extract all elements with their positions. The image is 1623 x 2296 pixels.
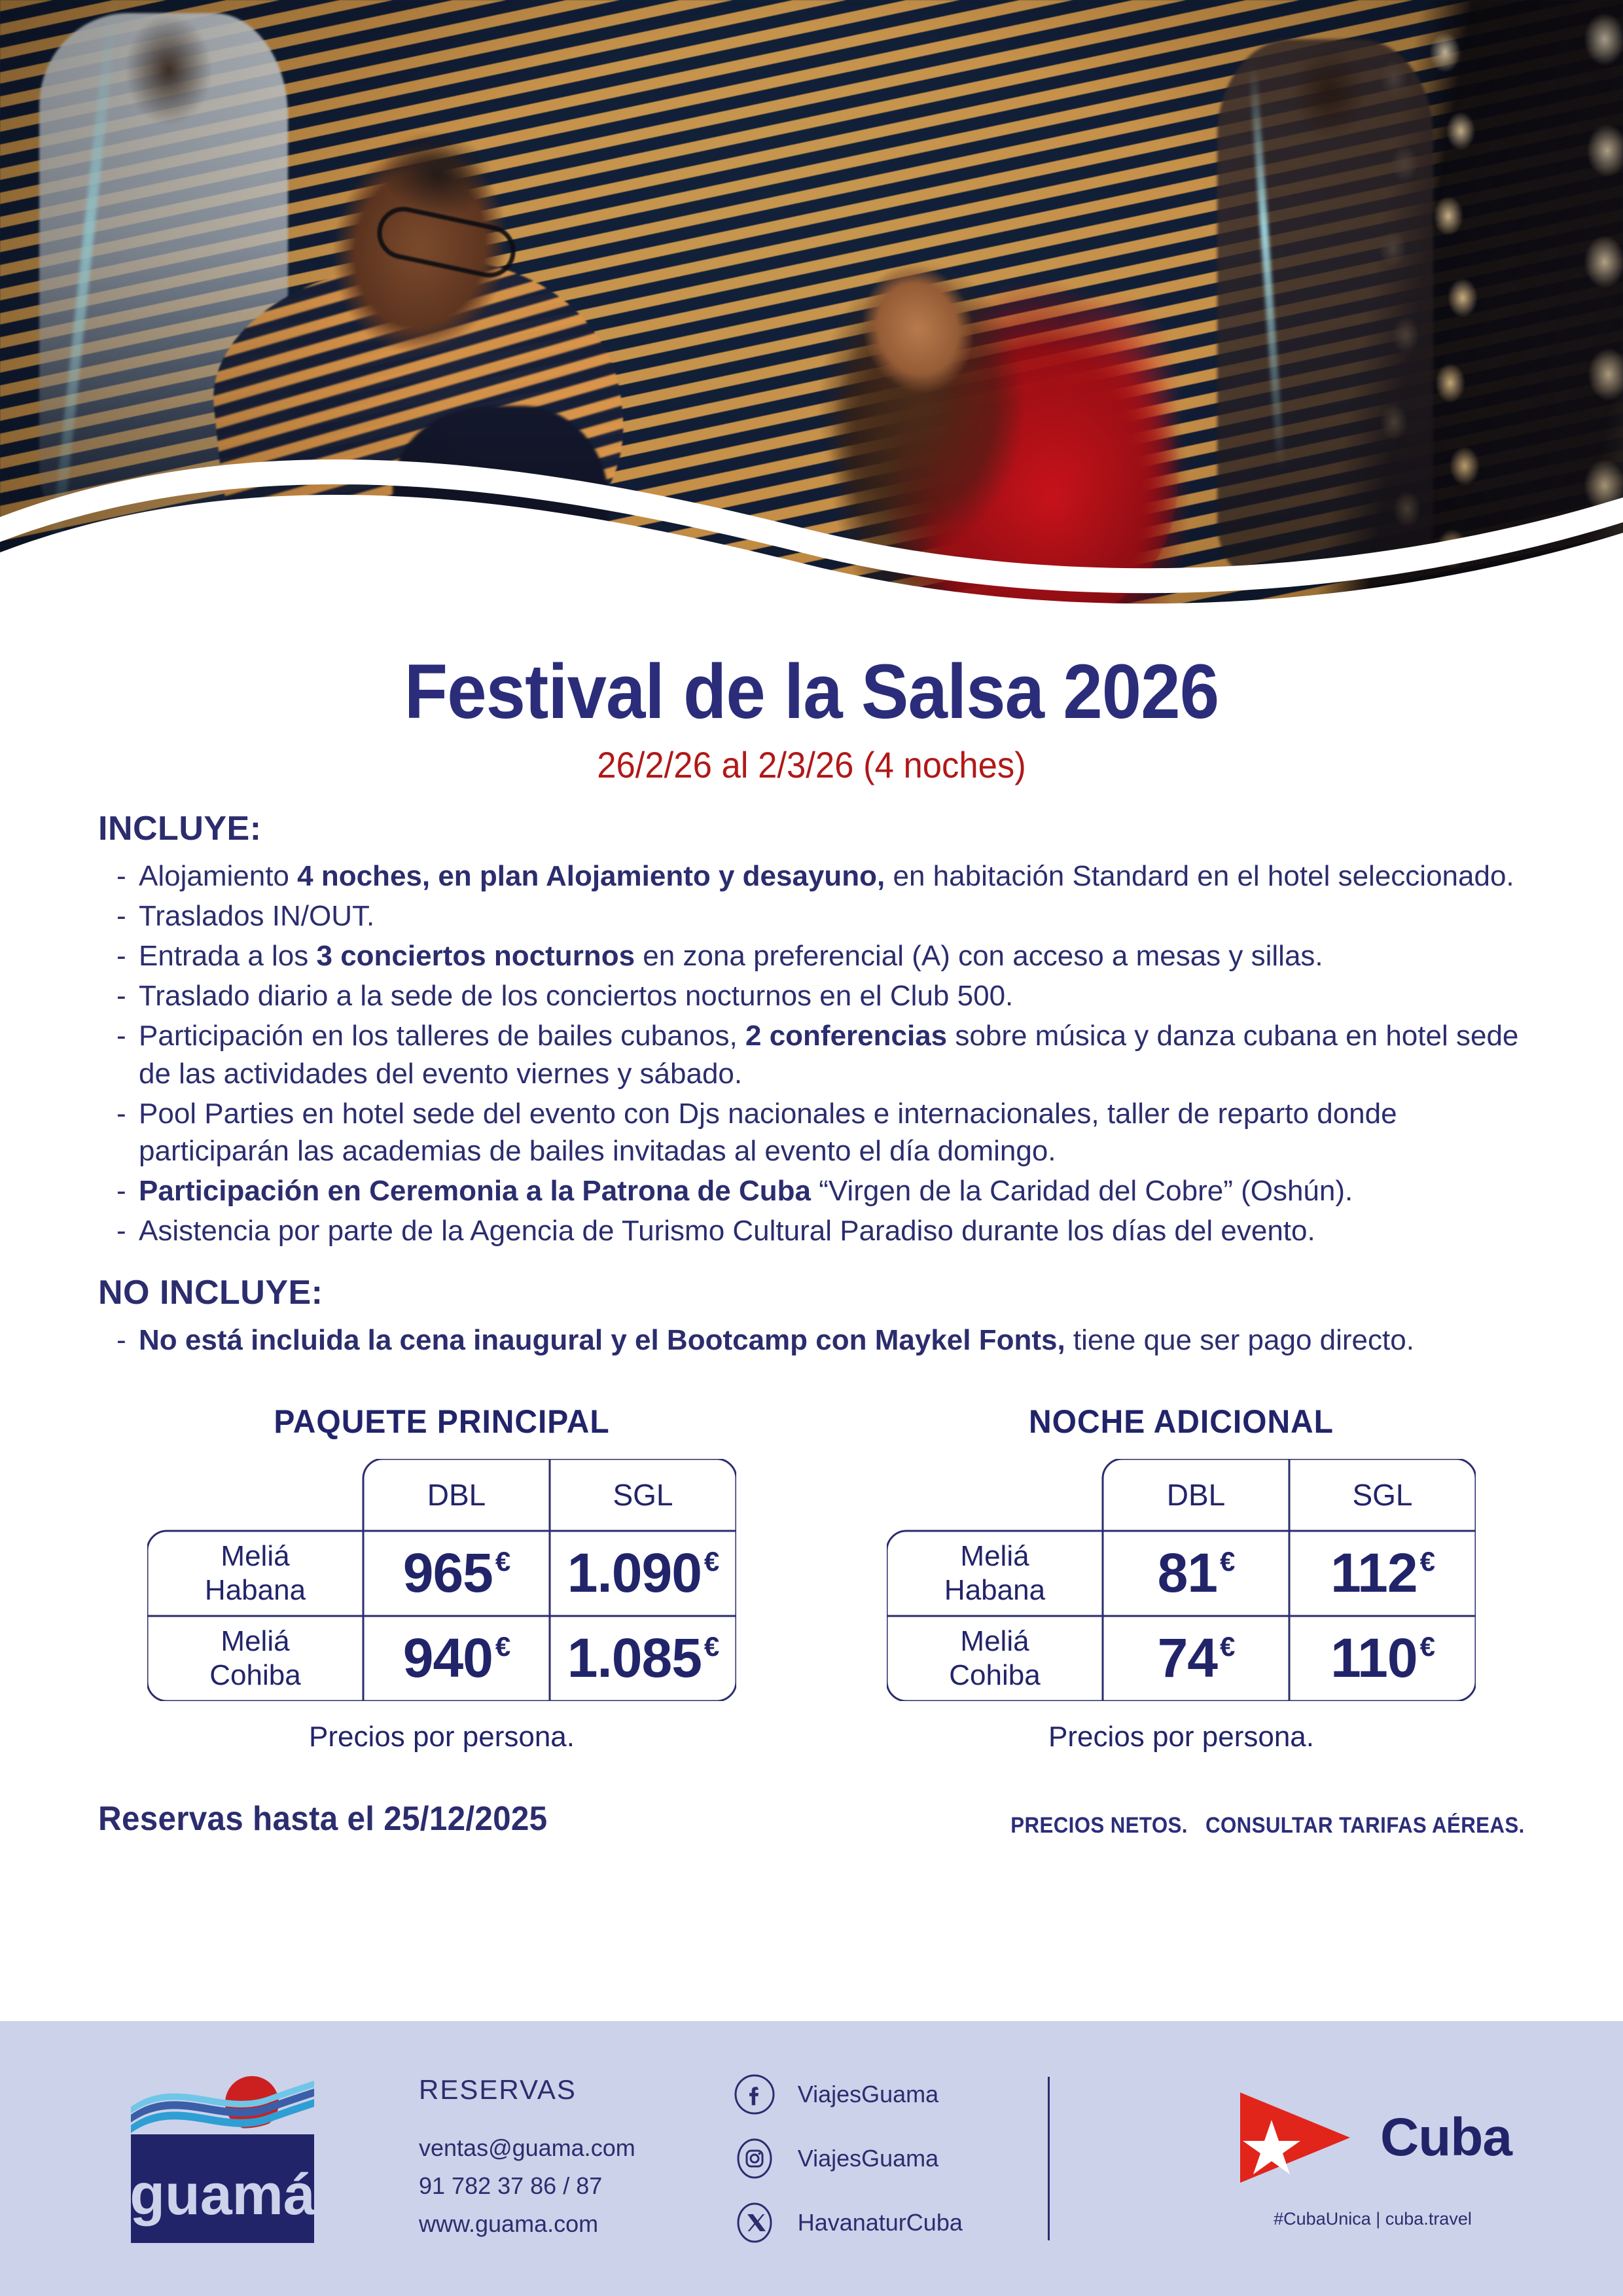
plain-text: en zona preferencial (A) con acceso a mesas y sillas.: [635, 939, 1323, 972]
plain-text: sobre música y danza cubana en hotel sede de las actividades del evento viernes y sábado.: [139, 1020, 1519, 1090]
plain-text: Traslados IN/OUT.: [139, 899, 375, 932]
wave-divider: [0, 454, 1623, 622]
list-item: [98, 1321, 1525, 1359]
cuba-flag-icon: [1234, 2089, 1364, 2187]
page-footer: [0, 2021, 1623, 2296]
price-amount: 1.090: [567, 1542, 702, 1604]
cuba-tagline: #CubaUnica | cuba.travel: [1274, 2208, 1472, 2229]
list-item-text: [139, 1172, 1525, 1210]
price-amount: 81: [1157, 1542, 1218, 1604]
plain-text: Alojamiento: [139, 859, 298, 892]
list-item-text: [139, 1321, 1525, 1359]
content-sheet: [0, 649, 1623, 1839]
price-amount: 74: [1157, 1627, 1218, 1689]
bullet-marker: -: [116, 1215, 126, 1247]
hotel-name-line: Meliá: [221, 1624, 290, 1657]
price-cell: [1103, 1616, 1289, 1701]
plain-text: Asistencia por parte de la Agencia de Turismo Cultural Paradiso durante los días del evento.: [139, 1215, 1315, 1247]
list-item-text: [139, 1212, 1525, 1249]
guama-logo-svg: [131, 2074, 314, 2243]
list-item-text: [139, 937, 1525, 975]
excludes-list: [98, 1321, 1525, 1359]
hotel-name-line: Meliá: [960, 1539, 1029, 1572]
price-table-block: [147, 1403, 736, 1753]
price-cell: [550, 1531, 736, 1616]
includes-list: [98, 857, 1525, 1250]
event-dates: 26/2/26 al 2/3/26 (4 noches): [597, 744, 1026, 785]
hotel-name-line: Cohiba: [949, 1659, 1041, 1691]
list-item: [98, 1172, 1525, 1210]
currency-symbol: €: [704, 1630, 719, 1662]
cuba-logo: [1234, 2089, 1512, 2187]
instagram-icon[interactable]: [734, 2138, 776, 2179]
hotel-name-line: Habana: [204, 1573, 306, 1606]
plain-text: en habitación Standard en el hotel seleccionado.: [885, 859, 1514, 892]
column-header: SGL: [1352, 1477, 1413, 1512]
price-cell: [1289, 1531, 1476, 1616]
plain-text: Entrada a los: [139, 939, 317, 972]
row-header-hotel: [887, 1616, 1103, 1701]
price-cell: [550, 1616, 736, 1701]
social-link[interactable]: [734, 2138, 963, 2179]
column-header: DBL: [1166, 1477, 1226, 1512]
facebook-icon[interactable]: [734, 2073, 776, 2115]
excludes-heading: NO INCLUYE:: [98, 1274, 323, 1312]
social-handle: ViajesGuama: [797, 2081, 939, 2108]
price-amount: 1.085: [567, 1627, 702, 1689]
plain-text: Pool Parties en hotel sede del evento con Djs nacionales e internacionales, taller de reparto donde participarán las academias de bailes invitadas al evento el día domingo.: [139, 1097, 1397, 1167]
price-amount: 940: [402, 1627, 493, 1689]
contact-website[interactable]: www.guama.com: [419, 2210, 599, 2238]
price-tables: [0, 1403, 1623, 1753]
price-amount: 965: [402, 1542, 493, 1604]
currency-symbol: €: [1419, 1630, 1435, 1662]
social-link[interactable]: [734, 2073, 963, 2115]
currency-symbol: €: [704, 1545, 719, 1577]
plain-text: tiene que ser pago directo.: [1065, 1324, 1414, 1357]
emphasis-text: 3 conciertos nocturnos: [316, 939, 635, 972]
plain-text: Participación en los talleres de bailes cubanos,: [139, 1020, 745, 1052]
column-header: SGL: [613, 1477, 673, 1512]
booking-row: [98, 1799, 1525, 1839]
cuba-brand: [1234, 2089, 1512, 2229]
guama-logo-word: guamá: [131, 2162, 314, 2227]
contact-phone[interactable]: 91 782 37 86 / 87: [419, 2172, 603, 2199]
emphasis-text: No está incluida la cena inaugural y el Bootcamp con Maykel Fonts,: [139, 1324, 1065, 1357]
price-cell: [363, 1616, 550, 1701]
bullet-marker: -: [116, 899, 126, 932]
price-cell: [1103, 1531, 1289, 1616]
row-header-hotel: [147, 1531, 363, 1616]
list-item-text: [139, 857, 1525, 895]
hotel-name-line: Meliá: [960, 1624, 1029, 1657]
list-item-text: [139, 897, 1525, 935]
booking-deadline: Reservas hasta el 25/12/2025: [98, 1799, 548, 1838]
column-header: DBL: [427, 1477, 486, 1512]
footer-divider: [1048, 2077, 1050, 2240]
plain-text: Traslado diario a la sede de los conciertos nocturnos en el Club 500.: [139, 980, 1014, 1013]
includes-heading: INCLUYE:: [98, 809, 262, 848]
price-cell: [363, 1531, 550, 1616]
price-note: Precios por persona.: [309, 1720, 575, 1753]
emphasis-text: 4 noches, en plan Alojamiento y desayuno,: [297, 859, 885, 892]
hotel-name-line: Meliá: [221, 1539, 290, 1572]
bullet-marker: -: [116, 939, 126, 972]
currency-symbol: €: [495, 1630, 510, 1662]
currency-symbol: €: [1220, 1630, 1235, 1662]
hero-banner: [0, 0, 1623, 622]
footer-social: [734, 2073, 963, 2244]
hotel-name-line: Habana: [944, 1573, 1046, 1606]
plain-text: “Virgen de la Caridad del Cobre” (Oshún).: [810, 1175, 1353, 1208]
row-header-hotel: [887, 1531, 1103, 1616]
price-table-block: [887, 1403, 1476, 1753]
price-cell: [1289, 1616, 1476, 1701]
list-item-text: [139, 1095, 1525, 1170]
page-title: Festival de la Salsa 2026: [404, 649, 1219, 735]
hotel-name-line: Cohiba: [209, 1659, 301, 1691]
list-item: [98, 1017, 1525, 1092]
emphasis-text: Participación en Ceremonia a la Patrona de Cuba: [139, 1175, 811, 1208]
price-amount: 110: [1330, 1627, 1418, 1689]
price-table-title: NOCHE ADICIONAL: [1029, 1403, 1334, 1440]
emphasis-text: 2 conferencias: [745, 1020, 948, 1052]
social-handle: ViajesGuama: [797, 2145, 939, 2172]
currency-symbol: €: [1220, 1545, 1235, 1577]
price-table-title: PAQUETE PRINCIPAL: [274, 1403, 610, 1440]
row-header-hotel: [147, 1616, 363, 1701]
list-item: [98, 1095, 1525, 1170]
price-amount: 112: [1330, 1542, 1418, 1604]
bullet-marker: -: [116, 980, 126, 1013]
price-table: [147, 1459, 736, 1701]
bullet-marker: -: [116, 1097, 126, 1130]
reservas-label: RESERVAS: [419, 2073, 577, 2105]
price-note: Precios por persona.: [1048, 1720, 1314, 1753]
cuba-wordmark: Cuba: [1380, 2107, 1512, 2167]
bullet-marker: -: [116, 859, 126, 892]
bullet-marker: -: [116, 1324, 126, 1357]
list-item: [98, 857, 1525, 895]
social-link[interactable]: [734, 2202, 963, 2244]
bullet-marker: -: [116, 1175, 126, 1208]
social-handle: HavanaturCuba: [797, 2209, 963, 2236]
x-twitter-icon[interactable]: [734, 2202, 776, 2244]
list-item: [98, 1212, 1525, 1249]
bullet-marker: -: [116, 1020, 126, 1052]
guama-logo: [131, 2074, 314, 2243]
list-item: [98, 977, 1525, 1014]
footer-contact: [419, 2074, 635, 2244]
list-item-text: [139, 1017, 1525, 1092]
currency-symbol: €: [495, 1545, 510, 1577]
list-item: [98, 897, 1525, 935]
list-item: [98, 937, 1525, 975]
currency-symbol: €: [1419, 1545, 1435, 1577]
price-table: [887, 1459, 1476, 1701]
booking-terms: PRECIOS NETOS. CONSULTAR TARIFAS AÉREAS.: [1010, 1812, 1525, 1838]
list-item-text: [139, 977, 1525, 1014]
contact-email[interactable]: ventas@guama.com: [419, 2134, 635, 2161]
